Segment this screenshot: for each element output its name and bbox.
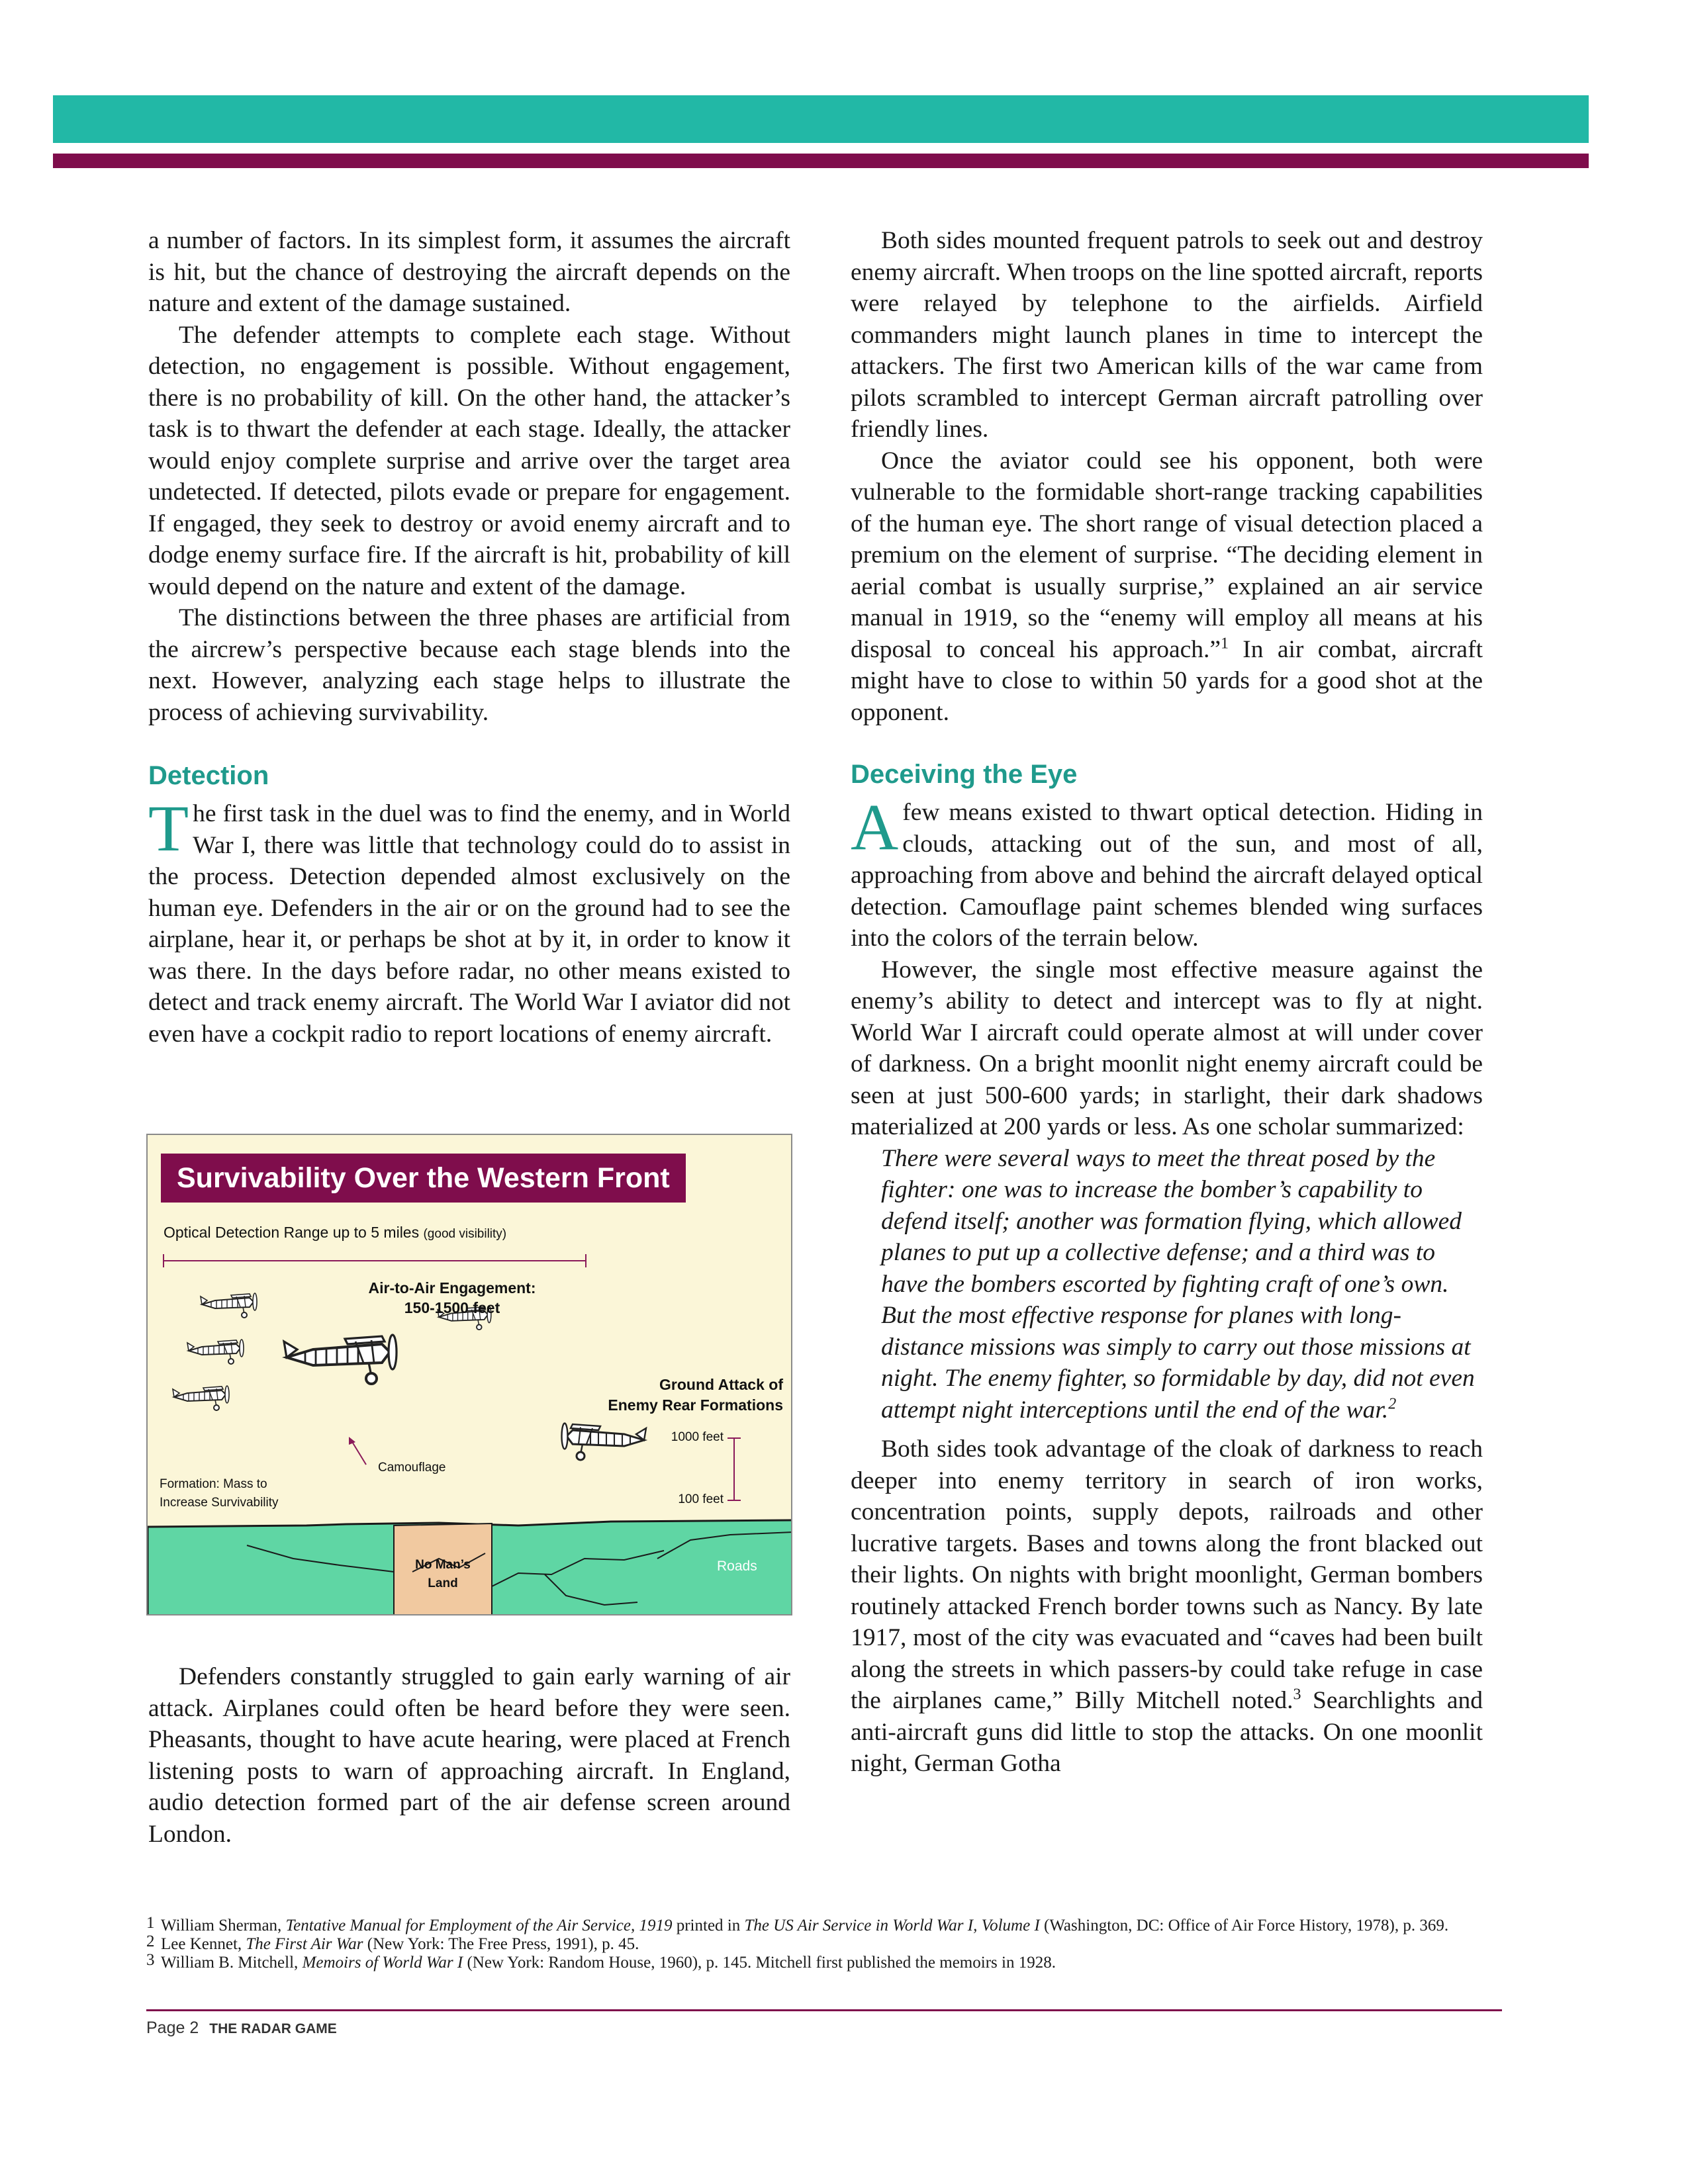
block-quote [881, 1143, 1483, 1426]
right-column [851, 225, 1483, 1780]
footnote: 2 Lee Kennet, The First Air War (New York: The Free Press, 1991), p. 45. [146, 1933, 639, 1953]
footnote: 1 William Sherman, Tentative Manual for Employment of the Air Service, 1919 printed in The US Air Service in World War I, Volume I (Washington, DC: Office of Air Force History, 1978), p. 369. [146, 1914, 1449, 1934]
ground-attack-label: Ground Attack of Enemy Rear Formations [608, 1376, 783, 1414]
engagement-label: Air-to-Air Engagement: 150-1500 feet [368, 1279, 536, 1316]
formation-label: Formation: Mass to Increase Survivability [160, 1477, 279, 1510]
paragraph [851, 445, 1483, 729]
footnote-number: 2 [146, 1933, 155, 1950]
paragraph-detection [148, 792, 790, 1050]
header-band-maroon [53, 154, 1589, 168]
paragraph: Defenders constantly struggled to gain early warning of air attack. Airplanes could often be heard before they were seen. Pheasants, thought to have acute hearing, were placed at French listening posts to warn of approaching aircraft. In England, audio detection formed part of the air defense screen around London. [148, 1663, 790, 1848]
paragraph-text: Once the aviator could see his opponent, both were vulnerable to the formidable short-range tracking capabilities of the human eye. The short range of visual detection placed a premium on the element of surprise. “The deciding element in aerial combat is usually surprise,” explained an air service manual in 1919, so the “enemy will employ all means at his disposal to conceal his approach.” [851, 447, 1483, 663]
paragraph [851, 1433, 1483, 1780]
section-heading-detection: Detection [148, 761, 269, 790]
altitude-low-label: 100 feet [678, 1492, 724, 1506]
drop-cap: T [148, 792, 189, 865]
page-number: Page 2 [146, 2019, 199, 2037]
footnote-number: 1 [146, 1914, 155, 1932]
left-column [148, 225, 790, 1050]
formation-plane-icon [173, 1386, 229, 1410]
optical-range-label: Optical Detection Range up to 5 miles (good visibility) [164, 1224, 507, 1241]
footnote: 3 William B. Mitchell, Memoirs of World War I (New York: Random House, 1960), p. 145. Mitchell first published the memoirs in 1928. [146, 1951, 1056, 1972]
header-band-teal [53, 95, 1589, 143]
page-footer [146, 2019, 337, 2038]
drop-cap: A [851, 790, 899, 864]
footnote-ref: 1 [1221, 635, 1229, 652]
footnote-rule [146, 2009, 1502, 2011]
paragraph: a number of factors. In its simplest form, it assumes the aircraft is hit, but the chance of destroying the aircraft depends on the nature and extent of the damage sustained. [148, 227, 790, 317]
publication-title: THE RADAR GAME [209, 2021, 337, 2036]
paragraph-deceiving [851, 790, 1483, 954]
left-column-bottom [148, 1661, 790, 1850]
paragraph-text: Both sides took advantage of the cloak of darkness to reach deeper into enemy territory in search of iron works, concentration points, supply depots, railroads and other lucrative targets. Bases and towns along the front blacked out their lights. On nights with bright moonlight, German bombers routinely attacked French border towns such as Nancy. By late 1917, most of the city was evacuated and “caves had been built along the streets in which passers-by could take refuge in case the airplanes came,” Billy Mitchell noted. [851, 1435, 1483, 1714]
survivability-figure [146, 1134, 792, 1615]
section-heading-deceiving: Deceiving the Eye [851, 760, 1078, 789]
formation-plane-icon [187, 1340, 244, 1364]
paragraph-text: he first task in the duel was to find the enemy, and in World War I, there was little that technology could do to assist in the process. Detection depended almost exclusively on the human eye. Defenders in the air or on the ground had to see the airplane, hear it, or perhaps be shot at by it, in order to know it was there. In the days before radar, no other means existed to detect and track enemy aircraft. The World War I aviator did not even have a cockpit radio to report locations of enemy aircraft. [148, 800, 790, 1048]
camouflaged-plane-icon [284, 1335, 397, 1384]
camouflage-label: Camouflage [378, 1461, 446, 1475]
roads-label: Roads [717, 1559, 757, 1574]
formation-plane-icon [201, 1293, 257, 1318]
no-mans-land-label: No Man’s Land [415, 1558, 471, 1590]
paragraph: The defender attempts to complete each stage. Without detection, no engagement is possible. Without engagement, there is no probability of kill. On the other hand, the attacker’s task is to thwart the defender at each stage. Ideally, the attacker would enjoy complete surprise and arrive over the target area undetected. If detected, pilots evade or prepare for engagement. If engaged, they seek to destroy or avoid enemy aircraft and to dodge enemy surface fire. If the aircraft is hit, probability of kill would depend on the nature and extent of the damage. [148, 321, 790, 600]
camouflage-arrow [352, 1441, 366, 1465]
paragraph-text: In air combat, aircraft might have to close to within 50 yards for a good shot at the opponent. [851, 635, 1483, 726]
paragraph-text: few means existed to thwart optical detection. Hiding in clouds, attacking out of the sun, and most of all, approaching from above and behind the aircraft delayed optical detection. Camouflage paint schemes blended wing surfaces into the colors of the terrain below. [851, 799, 1483, 952]
quote-text: There were several ways to meet the threat posed by the fighter: one was to increase the bomber’s capability to defend itself; another was formation flying, which allowed planes to put up a collective defense; and a third was to have the bombers escorted by fighting craft of one’s own. But the most effective response for planes with long-distance missions was simply to carry out those missions at night. The enemy fighter, so formidable by day, did not even attempt night interceptions until the end of the war. [881, 1144, 1475, 1424]
paragraph-text: Searchlights and anti-aircraft guns did little to stop the attacks. On one moonlit night, German Gotha [851, 1687, 1483, 1777]
footnote-number: 3 [146, 1951, 155, 1969]
footnote-ref: 3 [1293, 1686, 1301, 1704]
altitude-high-label: 1000 feet [671, 1430, 724, 1444]
paragraph: The distinctions between the three phases are artificial from the aircrew’s perspective because each stage blends into the next. However, analyzing each stage helps to illustrate the process of achieving survivability. [148, 604, 790, 726]
figure-title: Survivability Over the Western Front [161, 1154, 686, 1203]
footnote-ref: 2 [1388, 1395, 1397, 1412]
footnotes [146, 1914, 1502, 1972]
paragraph: However, the single most effective measure against the enemy’s ability to detect and intercept was to fly at night. World War I aircraft could operate almost at will under cover of darkness. On a bright moonlit night enemy aircraft could be seen at just 500-600 yards; in starlight, their dark shadows materialized at 200 yards or less. As one scholar summarized: [851, 956, 1483, 1140]
ground-attack-plane-icon [562, 1424, 647, 1461]
paragraph: Both sides mounted frequent patrols to seek out and destroy enemy aircraft. When troops on the line spotted aircraft, reports were relayed by telephone to the airfields. Airfield commanders might launch planes in time to intercept the attackers. The first two American kills of the war came from pilots scrambled to intercept German aircraft patrolling over friendly lines. [851, 227, 1483, 443]
